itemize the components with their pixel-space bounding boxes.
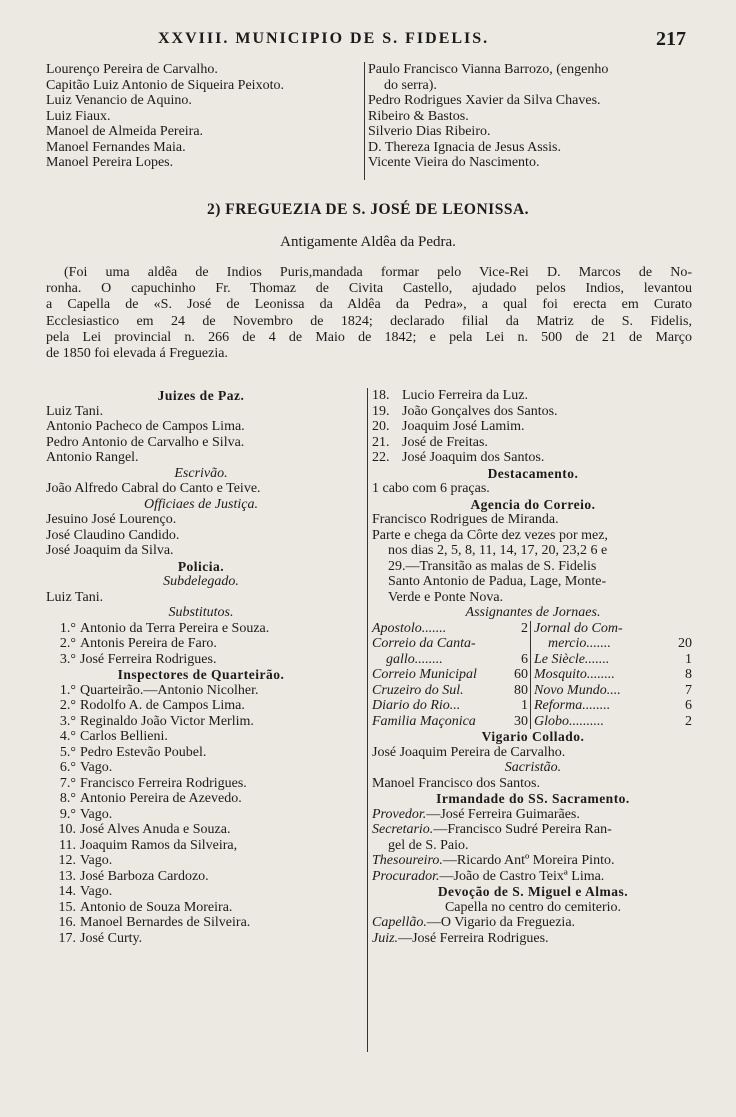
item-name: Vago.: [80, 806, 113, 822]
jornaes-right: [531, 621, 692, 730]
irmandade-row: [372, 838, 694, 854]
item-number: 1.°: [59, 620, 76, 636]
item-name: Pedro Estevão Poubel.: [80, 744, 207, 760]
jornal-count: 6: [521, 651, 528, 667]
item-name: Carlos Bellieni.: [80, 729, 168, 744]
jornal-name: Apostolo.......: [372, 620, 447, 636]
inspector-row: [46, 760, 356, 776]
jornal-row: [372, 636, 528, 652]
escrivao-name: João Alfredo Cabral do Canto e Teive.: [46, 481, 261, 496]
item-name: Antonio Pereira de Azevedo.: [80, 791, 242, 806]
irmandade-heading: Irmandade do SS. Sacramento.: [436, 791, 630, 806]
inspector-row: [46, 776, 356, 792]
role-name: gel de S. Paio.: [388, 837, 469, 853]
jornal-name: Globo..........: [534, 713, 604, 729]
item-name: Joaquim Ramos da Silveira,: [80, 837, 238, 853]
jornal-count: 2: [685, 713, 692, 729]
jornaes-heading: Assignantes de Jornaes.: [465, 605, 601, 620]
devocao-sub: Capella no centro do cemiterio.: [444, 899, 622, 915]
role-label: Provedor.: [372, 806, 427, 822]
top-right-list: [368, 62, 698, 171]
item-name: Joaquim José Lamim.: [402, 419, 525, 434]
resident-name: Pedro Rodrigues Xavier da Silva Chaves.: [368, 93, 601, 108]
irmandade-row: [372, 807, 694, 823]
devocao-row: [372, 915, 694, 931]
jornal-row: [372, 698, 528, 714]
jornal-name: gallo........: [386, 651, 443, 667]
item-name: Manoel Bernardes de Silveira.: [80, 915, 251, 930]
resident-name: Manoel Fernandes Maia.: [46, 139, 186, 155]
subdelegado-name: Luiz Tani.: [46, 589, 104, 605]
top-column-rule: [364, 62, 365, 180]
top-left-list: [46, 62, 358, 171]
inspector-row: [372, 404, 694, 420]
jornal-name: Reforma........: [534, 698, 611, 713]
jornal-row: [534, 621, 692, 637]
correio-line: 29.—Transitão as malas de S. Fidelis: [388, 558, 597, 574]
inspector-row: [46, 683, 356, 699]
inspector-row: [372, 388, 694, 404]
jornal-count: 1: [521, 698, 528, 713]
devocao-row: [372, 931, 694, 947]
section-heading-text: 2) FREGUEZIA DE S. JOSÉ DE LEONISSA.: [206, 201, 530, 218]
item-number: 3.°: [59, 713, 76, 729]
paragraph-line: (Foi uma aldêa de Indios Puris,mandada formar pelo Vice-Rei D. Marcos de No-: [64, 265, 692, 280]
resident-name: Luiz Venancio de Aquino.: [46, 93, 192, 108]
role-name: —Ricardo Antº Moreira Pinto.: [442, 853, 615, 868]
correio-line: Santo Antonio de Padua, Lage, Monte-: [388, 574, 607, 589]
role-label: Capellão.: [372, 915, 427, 930]
jornal-row: [372, 714, 528, 730]
jornal-count: 1: [685, 651, 692, 667]
inspector-row: [46, 931, 356, 947]
history-paragraph: [46, 265, 692, 362]
resident-name: Vicente Vieira do Nascimento.: [368, 155, 540, 170]
item-number: 2.°: [59, 636, 76, 651]
item-name: José Barboza Cardozo.: [80, 868, 209, 884]
jornal-name: Le Siècle.......: [534, 651, 610, 667]
inspector-row: [46, 900, 356, 916]
running-title: XXVIII. MUNICIPIO DE S. FIDELIS.: [158, 30, 490, 47]
inspector-row: [46, 745, 356, 761]
correio-line: nos dias 2, 5, 8, 11, 14, 17, 20, 23,2 6 e: [388, 543, 608, 558]
jornal-name: Familia Maçonica: [372, 713, 476, 729]
jornal-row: [372, 667, 528, 683]
lower-column-rule: [367, 388, 368, 1052]
item-number: 12.: [58, 853, 76, 868]
item-name: Vago.: [80, 853, 113, 868]
item-name: Rodolfo A. de Campos Lima.: [80, 698, 245, 713]
section-subheading: [0, 234, 736, 251]
jornal-count: 7: [685, 682, 692, 698]
jornal-count: 6: [685, 698, 692, 713]
role-label: Procurador.: [372, 868, 440, 884]
item-number: 2.°: [59, 698, 76, 713]
paragraph-line: a Capella de «S. José de Leonissa da Aldêa da Pedra», a qual foi erecta em Curato: [46, 297, 692, 313]
role-label: Juiz.: [372, 930, 399, 946]
devocao-heading: Devoção de S. Miguel e Almas.: [437, 884, 629, 899]
item-name: Quarteirão.—Antonio Nicolher.: [80, 682, 259, 698]
item-number: 6.°: [59, 760, 76, 775]
jornal-name: Novo Mundo....: [534, 682, 621, 698]
inspector-row: [46, 869, 356, 885]
jornal-row: [534, 698, 692, 714]
item-number: 17.: [58, 930, 76, 946]
inspectores-heading: Inspectores de Quarteirão.: [117, 667, 285, 682]
juiz-name: Antonio Rangel.: [46, 450, 139, 465]
item-name: Reginaldo João Victor Merlim.: [80, 713, 254, 729]
right-column: [372, 388, 694, 946]
item-number: 1.°: [59, 682, 76, 698]
substituto-row: [46, 636, 356, 652]
item-name: José de Freitas.: [402, 434, 488, 450]
jornal-count: 20: [678, 636, 692, 651]
jornaes-table: [372, 621, 694, 730]
jornal-count: 8: [685, 667, 692, 682]
item-number: 11.: [59, 837, 76, 853]
item-name: Vago.: [80, 884, 113, 899]
resident-name: Ribeiro & Bastos.: [368, 108, 469, 124]
jornal-row: [534, 652, 692, 668]
irmandade-row: [372, 869, 694, 885]
item-number: 4.°: [59, 729, 76, 744]
jornal-count: 80: [514, 682, 528, 698]
destacamento-heading: Destacamento.: [487, 465, 579, 481]
item-name: José Joaquim dos Santos.: [402, 450, 545, 465]
jornal-row: [372, 683, 528, 699]
jornaes-left: [372, 621, 531, 730]
jornal-count: 2: [521, 620, 528, 636]
resident-name: do serra).: [384, 77, 437, 93]
correio-line: Verde e Ponte Nova.: [388, 589, 504, 605]
substituto-row: [46, 652, 356, 668]
jornal-row: [372, 652, 528, 668]
inspector-row: [372, 450, 694, 466]
official-name: José Joaquim da Silva.: [46, 543, 174, 558]
jornal-name: Diario do Rio...: [372, 698, 461, 713]
section-subheading-text: Antigamente Aldêa da Pedra.: [280, 234, 456, 250]
irmandade-row: [372, 853, 694, 869]
role-label: Secretario.: [372, 822, 434, 837]
resident-name: Silverio Dias Ribeiro.: [368, 124, 491, 139]
juiz-name: Antonio Pacheco de Campos Lima.: [46, 419, 245, 434]
item-number: 20.: [372, 419, 390, 434]
jornal-count: 30: [514, 713, 528, 729]
item-number: 22.: [372, 450, 390, 465]
page-header: [0, 26, 736, 52]
item-number: 21.: [372, 434, 390, 450]
inspector-row: [372, 419, 694, 435]
policia-heading: Policia.: [177, 558, 225, 574]
correio-agent: Francisco Rodrigues de Miranda.: [372, 512, 559, 527]
substitutos-heading: Substitutos.: [168, 605, 234, 620]
juizes-heading: Juizes de Paz.: [157, 388, 245, 403]
role-name: —José Ferreira Guimarães.: [426, 806, 580, 822]
juiz-name: Luiz Tani.: [46, 403, 104, 419]
paragraph-line: ronha. O capuchinho Fr. Thomaz de Civita Castello, ajudado pelos Indios, levantou: [46, 281, 692, 297]
inspector-row: [372, 435, 694, 451]
inspector-row: [46, 729, 356, 745]
jornal-row: [372, 621, 528, 637]
officiaes-heading: Officiaes de Justiça.: [144, 496, 258, 512]
item-number: 13.: [58, 868, 76, 884]
item-name: Vago.: [80, 760, 113, 775]
jornal-name: Correio Municipal: [372, 667, 477, 682]
item-number: 14.: [58, 884, 76, 899]
paragraph-line: de 1850 foi elevada á Freguezia.: [46, 346, 228, 362]
page-number: 217: [656, 28, 686, 50]
jornal-count: [690, 621, 692, 637]
item-number: 7.°: [59, 775, 76, 791]
item-number: 19.: [372, 403, 390, 419]
item-name: João Gonçalves dos Santos.: [402, 403, 558, 419]
item-number: 3.°: [59, 651, 76, 667]
inspector-row: [46, 838, 356, 854]
resident-name: Manoel Pereira Lopes.: [46, 155, 174, 170]
vigario-name: José Joaquim Pereira de Carvalho.: [372, 744, 566, 760]
inspector-row: [46, 714, 356, 730]
item-name: Lucio Ferreira da Luz.: [402, 388, 528, 403]
role-name: —O Vigario da Freguezia.: [426, 915, 576, 930]
item-number: 10.: [58, 822, 76, 837]
jornal-count: 60: [514, 667, 528, 682]
role-name: —João de Castro Teixª Lima.: [439, 868, 605, 884]
item-name: Antonis Pereira de Faro.: [80, 636, 217, 651]
sacristao-name: Manoel Francisco dos Santos.: [372, 775, 540, 791]
irmandade-row: [372, 822, 694, 838]
section-heading: [0, 201, 736, 219]
correio-line: Parte e chega da Côrte dez vezes por mez,: [372, 527, 608, 543]
subdelegado-heading: Subdelegado.: [163, 574, 239, 589]
inspector-row: [46, 698, 356, 714]
jornal-name: Mosquito........: [534, 667, 615, 682]
juiz-name: Pedro Antonio de Carvalho e Silva.: [46, 434, 245, 450]
jornal-name: Cruzeiro do Sul.: [372, 682, 464, 698]
item-number: 8.°: [59, 791, 76, 806]
jornal-name: Correio da Canta-: [372, 636, 476, 651]
inspector-row: [46, 807, 356, 823]
left-column: [46, 388, 356, 946]
jornal-name: Jornal do Com-: [534, 620, 623, 636]
item-name: Antonio da Terra Pereira e Souza.: [80, 620, 270, 636]
jornal-row: [534, 683, 692, 699]
role-name: —Francisco Sudré Pereira Ran-: [433, 822, 612, 837]
item-number: 15.: [58, 899, 76, 915]
official-name: Jesuino José Lourenço.: [46, 512, 177, 527]
substituto-row: [46, 621, 356, 637]
inspector-row: [46, 915, 356, 931]
inspector-row: [46, 853, 356, 869]
paragraph-line: pela Lei provincial n. 266 de 4 de Maio de 1842; e pela Lei n. 500 de 21 de Março: [46, 329, 692, 345]
jornal-row: [534, 636, 692, 652]
destacamento-text: 1 cabo com 6 praças.: [372, 481, 490, 496]
inspector-row: [46, 884, 356, 900]
sacristao-heading: Sacristão.: [504, 760, 562, 775]
item-name: José Ferreira Rodrigues.: [80, 651, 217, 667]
resident-name: Luiz Fiaux.: [46, 108, 111, 124]
item-number: 16.: [58, 915, 76, 930]
resident-name: Manoel de Almeida Pereira.: [46, 124, 204, 139]
resident-name: Paulo Francisco Vianna Barrozo, (engenho: [368, 62, 609, 77]
item-name: José Alves Anuda e Souza.: [80, 822, 231, 837]
item-name: Antonio de Souza Moreira.: [80, 899, 233, 915]
official-name: José Claudino Candido.: [46, 527, 180, 543]
resident-name: Lourenço Pereira de Carvalho.: [46, 62, 218, 77]
jornal-name: mercio.......: [548, 636, 611, 651]
item-number: 5.°: [59, 744, 76, 760]
role-name: —José Ferreira Rodrigues.: [398, 930, 549, 946]
jornal-count: [526, 636, 528, 652]
item-name: José Curty.: [80, 930, 143, 946]
jornal-row: [534, 667, 692, 683]
jornal-row: [534, 714, 692, 730]
escrivao-heading: Escrivão.: [174, 465, 228, 481]
role-label: Thesoureiro.: [372, 853, 443, 868]
inspector-row: [46, 822, 356, 838]
item-number: 18.: [372, 388, 390, 403]
item-number: 9.°: [59, 806, 76, 822]
correio-heading: Agencia do Correio.: [470, 496, 596, 512]
resident-name: D. Thereza Ignacia de Jesus Assis.: [368, 139, 561, 155]
inspector-row: [46, 791, 356, 807]
item-name: Francisco Ferreira Rodrigues.: [80, 775, 247, 791]
vigario-heading: Vigario Collado.: [481, 729, 585, 744]
resident-name: Capitão Luiz Antonio de Siqueira Peixoto.: [46, 77, 284, 93]
paragraph-line: Ecclesiastico em 24 de Novembro de 1824; declarado filial da Matriz de S. Fidelis,: [46, 313, 692, 329]
